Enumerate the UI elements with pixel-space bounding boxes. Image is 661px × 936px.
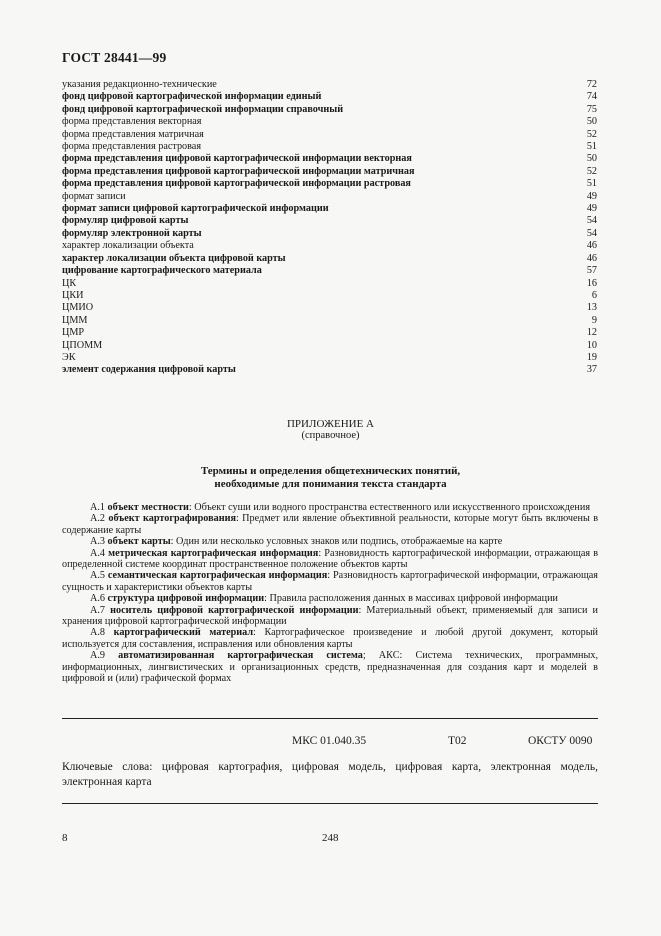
index-page-number: 16 xyxy=(586,277,597,289)
index-term: фонд цифровой картографической информации единый xyxy=(62,91,322,103)
index-term: ЦМИО xyxy=(62,302,94,314)
index-entry xyxy=(62,265,597,277)
mks-code: МКС 01.040.35 xyxy=(292,735,367,747)
index-term: ЭК xyxy=(62,351,76,363)
page-number-center: 248 xyxy=(322,832,339,844)
definition-text: : Объект суши или водного пространства естественного или искусственного происхождения xyxy=(188,502,591,513)
index-page-number: 75 xyxy=(586,103,597,115)
definition-text: : Разновидность картографической информации, отражающая в определенной системе координат пространственное положение объектов карты xyxy=(62,547,599,571)
definition-text: : Разновидность картографической информации, отражающая сущность и характеристики объектов карты xyxy=(62,570,598,593)
index-term: формат записи цифровой картографической информации xyxy=(62,203,329,215)
index-page-number: 57 xyxy=(586,265,597,277)
index-entry xyxy=(62,290,597,302)
definitions-list xyxy=(62,502,598,685)
index-term: формуляр электронной карты xyxy=(62,227,202,239)
definition-number: А.2 xyxy=(90,513,105,525)
index-page-number: 37 xyxy=(586,364,597,376)
definition-item xyxy=(62,650,598,684)
definition-text: ; АКС: Система технических, программных, информационных, лингвистических и организационных средств, предназначенная для создания карт и моделей в цифровой и (или) графической формах xyxy=(62,650,598,685)
t-code: Т02 xyxy=(448,735,467,747)
index-term: форма представления матричная xyxy=(62,128,204,140)
index-entry xyxy=(62,203,597,215)
definition-number: А.3 xyxy=(90,536,105,548)
definition-item xyxy=(62,627,598,650)
index-page-number: 10 xyxy=(586,339,597,351)
index-entry xyxy=(62,315,597,327)
index-entry xyxy=(62,215,597,227)
index-term: форма представления векторная xyxy=(62,116,202,128)
index-entry xyxy=(62,253,597,265)
definition-term: метрическая картографическая информация xyxy=(108,547,319,559)
index-term: указания редакционно-технические xyxy=(62,79,217,90)
index-page-number: 51 xyxy=(586,178,597,190)
index-term: форма представления цифровой картографической информации векторная xyxy=(62,153,412,165)
index-entry xyxy=(62,352,597,364)
index-page-number: 12 xyxy=(586,327,597,339)
definition-number: А.1 xyxy=(90,502,105,513)
index-page-number: 19 xyxy=(586,351,597,363)
index-page-number: 54 xyxy=(586,215,597,227)
term-index-list xyxy=(62,79,597,377)
index-term: цифрование картографического материала xyxy=(62,265,262,277)
index-page-number: 46 xyxy=(586,252,597,264)
definition-term: носитель цифровой картографической информации xyxy=(110,604,359,616)
index-page-number: 74 xyxy=(586,91,597,103)
page-number-left: 8 xyxy=(62,832,68,844)
index-page-number: 51 xyxy=(586,141,597,153)
index-page-number: 52 xyxy=(586,128,597,140)
definition-term: семантическая картографическая информация xyxy=(107,570,328,582)
index-entry xyxy=(62,178,597,190)
index-term: фонд цифровой картографической информации справочный xyxy=(62,103,344,115)
definition-text: : Материальный объект, применяемый для записи и хранения цифровой картографической информации xyxy=(62,604,599,628)
definition-text: : Картографическое произведение и любой другой документ, который используется для составления, исправления или обновления карты xyxy=(62,627,598,650)
index-entry xyxy=(62,129,597,141)
section-title-line-1: Термины и определения общетехнических понятий, xyxy=(200,465,461,477)
index-entry xyxy=(62,302,597,314)
index-page-number: 13 xyxy=(586,302,597,314)
index-term: форма представления растровая xyxy=(62,141,202,153)
index-term: ЦК xyxy=(62,277,77,289)
index-page-number: 49 xyxy=(586,203,597,215)
definition-number: А.7 xyxy=(90,604,105,616)
definition-term: структура цифровой информации xyxy=(107,593,265,605)
definition-term: автоматизированная картографическая система xyxy=(118,650,363,662)
index-page-number: 50 xyxy=(586,153,597,165)
index-entry xyxy=(62,116,597,128)
index-term: ЦПОММ xyxy=(62,339,103,351)
section-title-line-2: необходимые для понимания текста стандарта xyxy=(214,478,447,490)
index-entry xyxy=(62,278,597,290)
definition-item xyxy=(62,502,598,513)
index-entry xyxy=(62,79,597,91)
index-entry xyxy=(62,191,597,203)
definition-text: : Правила расположения данных в массивах цифровой информации xyxy=(264,593,558,605)
definition-item xyxy=(62,605,598,628)
index-term: форма представления цифровой картографической информации растровая xyxy=(62,178,411,190)
index-page-number: 46 xyxy=(586,240,597,252)
definition-item xyxy=(62,593,598,604)
index-page-number: 49 xyxy=(586,190,597,202)
standard-code-header: ГОСТ 28441—99 xyxy=(62,50,167,65)
index-entry xyxy=(62,91,597,103)
index-page-number: 72 xyxy=(586,79,597,90)
index-term: характер локализации объекта цифровой карты xyxy=(62,252,286,264)
index-term: ЦММ xyxy=(62,314,88,326)
index-page-number: 6 xyxy=(591,289,597,301)
index-term: элемент содержания цифровой карты xyxy=(62,364,236,376)
index-entry xyxy=(62,141,597,153)
definition-number: А.4 xyxy=(90,547,105,559)
index-term: форма представления цифровой картографической информации матричная xyxy=(62,165,415,177)
index-term: формуляр цифровой карты xyxy=(62,215,189,227)
definition-item xyxy=(62,536,598,547)
definition-term: объект карты xyxy=(107,536,171,548)
index-entry xyxy=(62,240,597,252)
index-term: формат записи xyxy=(62,190,126,202)
index-entry xyxy=(62,340,597,352)
index-term: характер локализации объекта xyxy=(62,240,194,252)
index-page-number: 54 xyxy=(586,227,597,239)
keywords: Ключевые слова: цифровая картография, цифровая модель, цифровая карта, электронная модель, электронная карта xyxy=(62,761,598,788)
definition-item xyxy=(62,513,598,536)
index-entry xyxy=(62,104,597,116)
okstu-code: ОКСТУ 0090 xyxy=(528,735,593,747)
index-page-number: 50 xyxy=(586,116,597,128)
definition-text: : Один или несколько условных знаков или подпись, отображаемые на карте xyxy=(170,536,503,548)
definition-text: : Предмет или явление объективной реальности, которые могут быть включены в содержание карты xyxy=(62,513,598,536)
definition-number: А.8 xyxy=(90,627,105,639)
index-entry xyxy=(62,153,597,165)
definition-term: объект картографирования xyxy=(108,513,236,525)
definition-number: А.5 xyxy=(90,570,105,582)
definition-number: А.9 xyxy=(90,650,105,662)
index-entry xyxy=(62,327,597,339)
definition-item xyxy=(62,570,598,593)
index-page-number: 9 xyxy=(591,314,597,326)
definition-term: объект местности xyxy=(107,502,189,513)
definition-item xyxy=(62,548,598,571)
index-entry xyxy=(62,166,597,178)
index-entry xyxy=(62,364,597,376)
index-term: ЦМР xyxy=(62,327,85,339)
definition-number: А.6 xyxy=(90,593,105,605)
divider-line xyxy=(62,803,598,804)
appendix-title: ПРИЛОЖЕНИЕ А xyxy=(286,418,374,430)
appendix-subtitle: (справочное) xyxy=(301,430,360,441)
index-entry xyxy=(62,228,597,240)
section-title xyxy=(0,465,661,491)
index-term: ЦКИ xyxy=(62,289,84,301)
divider-line xyxy=(62,718,598,719)
definition-term: картографический материал xyxy=(113,627,254,639)
index-page-number: 52 xyxy=(586,165,597,177)
